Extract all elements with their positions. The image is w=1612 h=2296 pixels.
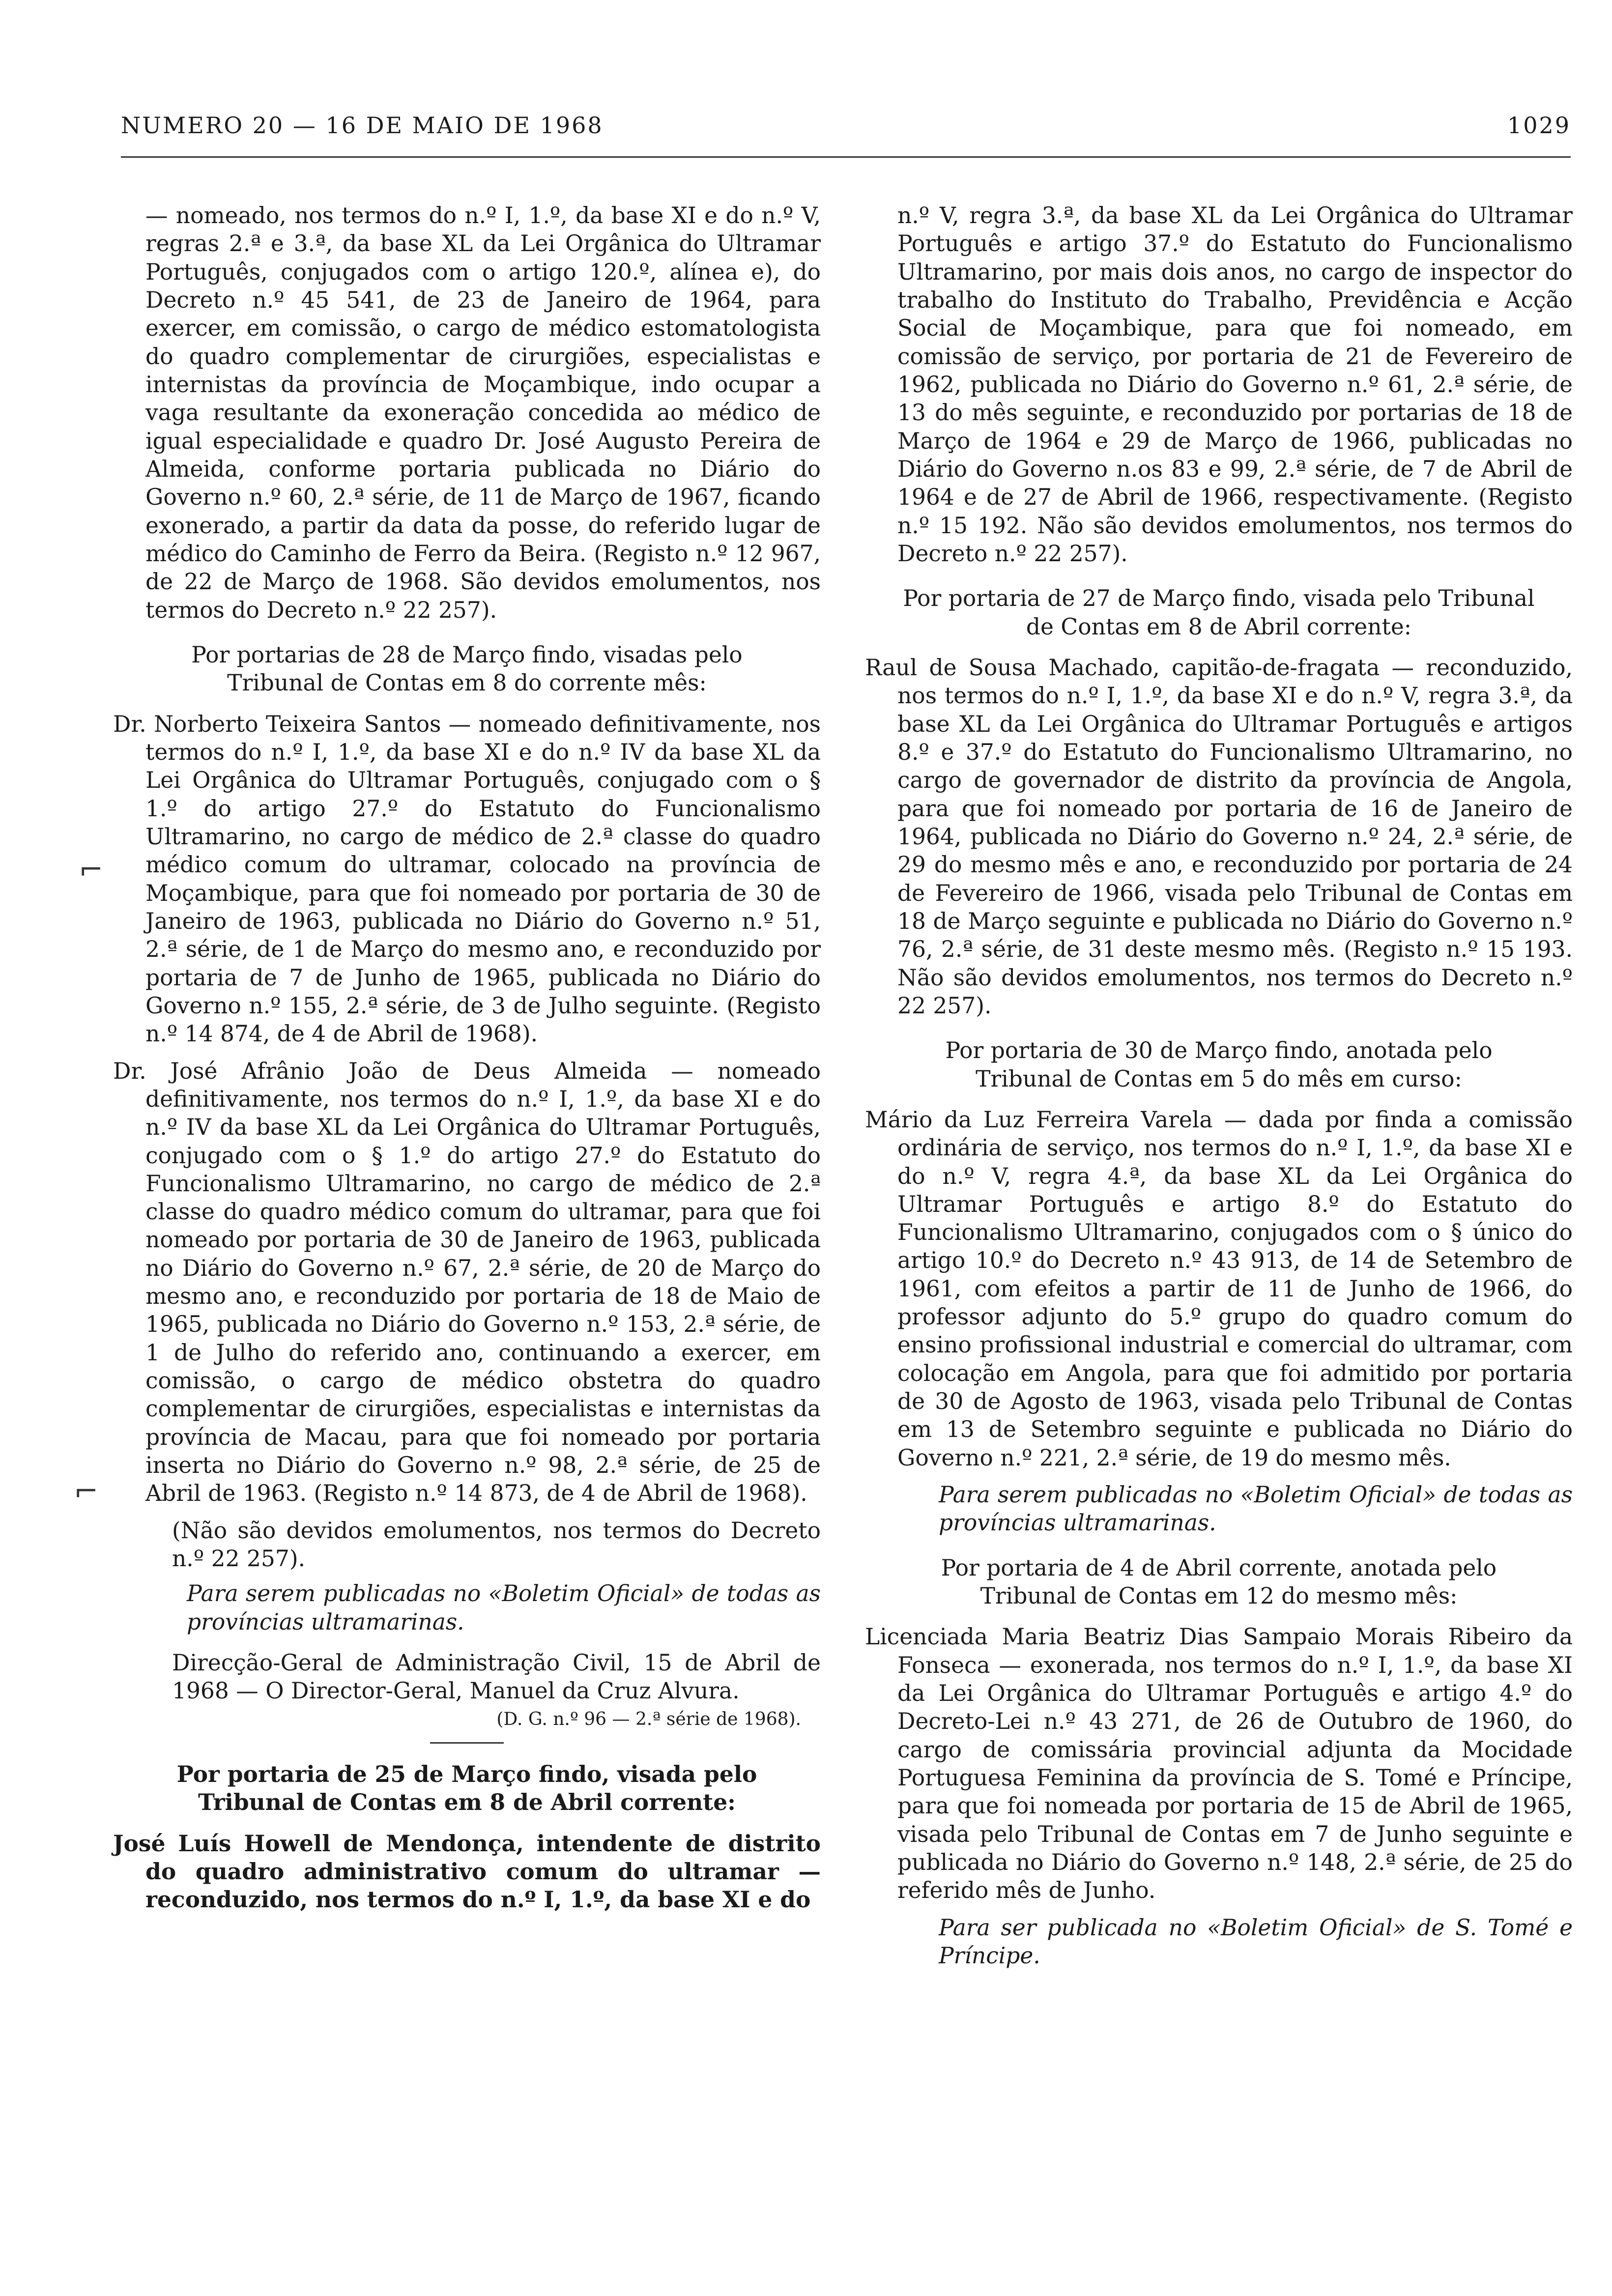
publication-note: Para serem publicadas no «Boletim Oficial» de todas as províncias ultramarinas.	[939, 1482, 1573, 1536]
section-separator	[430, 1742, 504, 1744]
publication-note: Para ser publicada no «Boletim Oficial» de S. Tomé e Príncipe.	[939, 1914, 1573, 1969]
emoluments-note: (Não são devidos emolumentos, nos termos do Decreto n.º 22 257).	[172, 1517, 821, 1572]
section-heading: Por portarias de 28 de Março findo, visadas pelo Tribunal de Contas em 8 do corrente mês:	[191, 641, 743, 696]
appointment-entry: Licenciada Maria Beatriz Dias Sampaio Morais Ribeiro da Fonseca — exonerada, nos termos do n.º I, 1.º, da base XI da Lei Orgânica do Ultramar Português e artigo 4.º do Decreto-Lei n.º 43 271, de 26 de Outubro de 1960, do cargo de comissária provincial adjunta da Mocidade Portuguesa Feminina da província de S. Tomé e Príncipe, para que foi nomeada por portaria de 15 de Abril de 1965, visada pelo Tribunal de Contas em 7 de Junho seguinte e publicada no Diário do Governo n.º 148, 2.ª série, de 25 do referido mês de Junho.	[865, 1624, 1573, 1904]
margin-pen-mark: ⌐	[74, 1474, 99, 1509]
header-rule	[121, 156, 1571, 158]
issue-line: NUMERO 20 — 16 DE MAIO DE 1968	[121, 112, 604, 139]
left-column	[113, 201, 821, 1923]
margin-pen-mark: ⌐	[79, 853, 104, 887]
section-heading: Por portaria de 4 de Abril corrente, anotada pelo Tribunal de Contas em 12 do mesmo mês:	[941, 1554, 1497, 1609]
appointment-entry: Raul de Sousa Machado, capitão-de-fragata — reconduzido, nos termos do n.º I, 1.º, da base XI e do n.º V, regra 3.ª, da base XL da Lei Orgânica do Ultramar Português e artigos 8.º e 37.º do Estatuto do Funcionalismo Ultramarino, no cargo de governador de distrito da província de Angola, para que foi nomeado por portaria de 16 de Janeiro de 1964, publicada no Diário do Governo n.º 24, 2.ª série, de 29 do mesmo mês e ano, e reconduzido por portaria de 24 de Fevereiro de 1966, visada pelo Tribunal de Contas em 18 de Março seguinte e publicada no Diário do Governo n.º 76, 2.ª série, de 31 deste mesmo mês. (Registo n.º 15 193. Não são devidos emolumentos, nos termos do Decreto n.º 22 257).	[865, 654, 1573, 1019]
continued-entry: n.º V, regra 3.ª, da base XL da Lei Orgânica do Ultramar Português e artigo 37.º do Estatuto do Funcionalismo Ultramarino, por mais dois anos, no cargo de inspector do trabalho do Instituto do Trabalho, Previdência e Acção Social de Moçambique, para que foi nomeado, em comissão de serviço, por portaria de 21 de Fevereiro de 1962, publicada no Diário do Governo n.º 61, 2.ª série, de 13 do mês seguinte, e reconduzido por portarias de 18 de Março de 1964 e 29 de Março de 1966, publicadas no Diário do Governo n.os 83 e 99, 2.ª série, de 7 de Abril de 1964 e de 27 de Abril de 1966, respectivamente. (Registo n.º 15 192. Não são devidos emolumentos, nos termos do Decreto n.º 22 257).	[897, 202, 1573, 567]
gazette-reference: (D. G. n.º 96 — 2.ª série de 1968).	[496, 1709, 801, 1729]
section-heading: Por portaria de 25 de Março findo, visada pelo Tribunal de Contas em 8 de Abril corrente:	[176, 1761, 757, 1816]
section-heading: Por portaria de 27 de Março findo, visada pelo Tribunal de Contas em 8 de Abril corrente:	[903, 585, 1535, 640]
signoff: Direcção-Geral de Administração Civil, 15 de Abril de 1968 — O Director-Geral, Manuel da Cruz Alvura.	[172, 1650, 821, 1704]
appointment-entry: Dr. Norberto Teixeira Santos — nomeado definitivamente, nos termos do n.º I, 1.º, da base XI e do n.º IV da base XL da Lei Orgânica do Ultramar Português, conjugado com o § 1.º do artigo 27.º do Estatuto do Funcionalismo Ultramarino, no cargo de médico de 2.ª classe do quadro médico comum do ultramar, colocado na província de Moçambique, para que foi nomeado por portaria de 30 de Janeiro de 1963, publicada no Diário do Governo n.º 51, 2.ª série, de 1 de Março do mesmo ano, e reconduzido por portaria de 7 de Junho de 1965, publicada no Diário do Governo n.º 155, 2.ª série, de 3 de Julho seguinte. (Registo n.º 14 874, de 4 de Abril de 1968).	[113, 711, 821, 1047]
section-heading: Por portaria de 30 de Março findo, anotada pelo Tribunal de Contas em 5 do mês em curso:	[945, 1037, 1493, 1092]
continued-entry: — nomeado, nos termos do n.º I, 1.º, da base XI e do n.º V, regras 2.ª e 3.ª, da base XL da Lei Orgânica do Ultramar Português, conjugados com o artigo 120.º, alínea e), do Decreto n.º 45 541, de 23 de Janeiro de 1964, para exercer, em comissão, o cargo de médico estomatologista do quadro complementar de cirurgiões, especialistas e internistas da província de Moçambique, indo ocupar a vaga resultante da exoneração concedida ao médico de igual especialidade e quadro Dr. José Augusto Pereira de Almeida, conforme portaria publicada no Diário do Governo n.º 60, 2.ª série, de 11 de Março de 1967, ficando exonerado, a partir da data da posse, do referido lugar de médico do Caminho de Ferro da Beira. (Registo n.º 12 967, de 22 de Março de 1968. São devidos emolumentos, nos termos do Decreto n.º 22 257).	[145, 202, 821, 623]
appointment-entry: Mário da Luz Ferreira Varela — dada por finda a comissão ordinária de serviço, nos termos do n.º I, 1.º, da base XI e do n.º V, regra 4.ª, da base XL da Lei Orgânica do Ultramar Português e artigo 8.º do Estatuto do Funcionalismo Ultramarino, conjugados com o § único do artigo 10.º do Decreto n.º 43 913, de 14 de Setembro de 1961, com efeitos a partir de 11 de Junho de 1966, do professor adjunto do 5.º grupo do quadro comum do ensino profissional industrial e comercial do ultramar, com colocação em Angola, para que foi admitido por portaria de 30 de Agosto de 1963, visada pelo Tribunal de Contas em 13 de Setembro seguinte e publicada no Diário do Governo n.º 221, 2.ª série, de 19 do mesmo mês.	[865, 1106, 1573, 1471]
page-number: 1029	[1507, 112, 1571, 139]
publication-note: Para serem publicadas no «Boletim Oficial» de todas as províncias ultramarinas.	[187, 1580, 821, 1635]
appointment-entry: José Luís Howell de Mendonça, intendente de distrito do quadro administrativo comum do ultramar — reconduzido, nos termos do n.º I, 1.º, da base XI e do	[113, 1830, 821, 1913]
appointment-entry: Dr. José Afrânio João de Deus Almeida — nomeado definitivamente, nos termos do n.º I, 1.º, da base XI e do n.º IV da base XL da Lei Orgânica do Ultramar Português, conjugado com o § 1.º do artigo 27.º do Estatuto do Funcionalismo Ultramarino, no cargo de médico de 2.ª classe do quadro médico comum do ultramar, para que foi nomeado por portaria de 30 de Janeiro de 1963, publicada no Diário do Governo n.º 67, 2.ª série, de 20 de Março do mesmo ano, e reconduzido por portaria de 18 de Maio de 1965, publicada no Diário do Governo n.º 153, 2.ª série, de 1 de Julho do referido ano, continuando a exercer, em comissão, o cargo de médico obstetra do quadro complementar de cirurgiões, especialistas e internistas da província de Macau, para que foi nomeado por portaria inserta no Diário do Governo n.º 98, 2.ª série, de 25 de Abril de 1963. (Registo n.º 14 873, de 4 de Abril de 1968).	[113, 1058, 821, 1507]
right-column	[865, 201, 1573, 1982]
